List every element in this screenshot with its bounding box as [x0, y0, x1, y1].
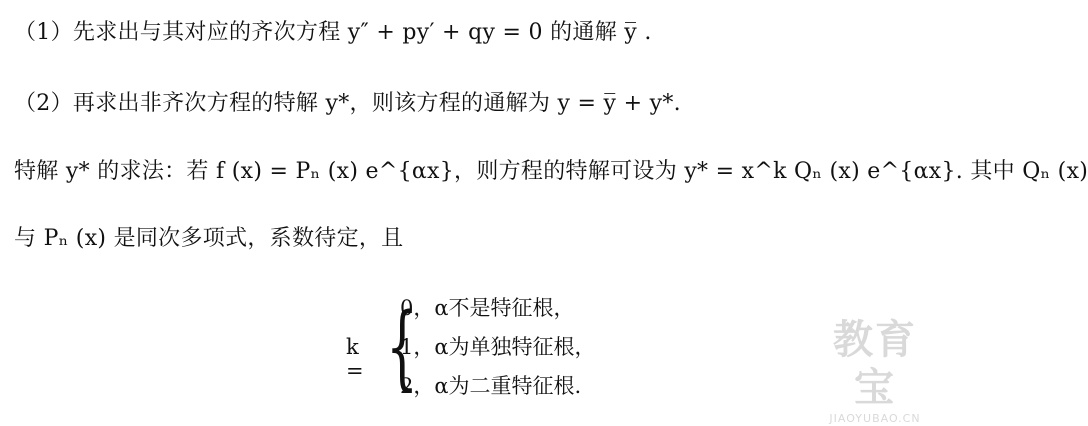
polynomial-note-text: 与 Pₙ (x) 是同次多项式，系数待定，且 — [14, 226, 404, 251]
case-row-0: 0，α不是特征根， — [400, 296, 575, 320]
watermark-main: 教育宝 — [833, 317, 917, 411]
watermark-logo — [818, 316, 932, 426]
case-row-1: 1，α为单独特征根， — [400, 335, 596, 359]
step-2-text: （2）再求出非齐次方程的特解 y*，则该方程的通解为 y = y̅ + y*. — [14, 91, 681, 116]
watermark-sub: JIAOYUBAO.CN — [829, 412, 921, 425]
step-1-text: （1）先求出与其对应的齐次方程 y″ + py′ + qy = 0 的通解 y̅ . — [14, 20, 652, 45]
k-label: k = — [346, 335, 364, 383]
particular-solution-method-text: 特解 y* 的求法：若 f (x) = Pₙ (x) e^{αx}，则方程的特解可设为 y* = x^k Qₙ (x) e^{αx}. 其中 Qₙ (x) — [14, 159, 1088, 184]
case-row-2: 2，α为二重特征根. — [400, 374, 582, 398]
left-brace: { — [386, 293, 419, 400]
